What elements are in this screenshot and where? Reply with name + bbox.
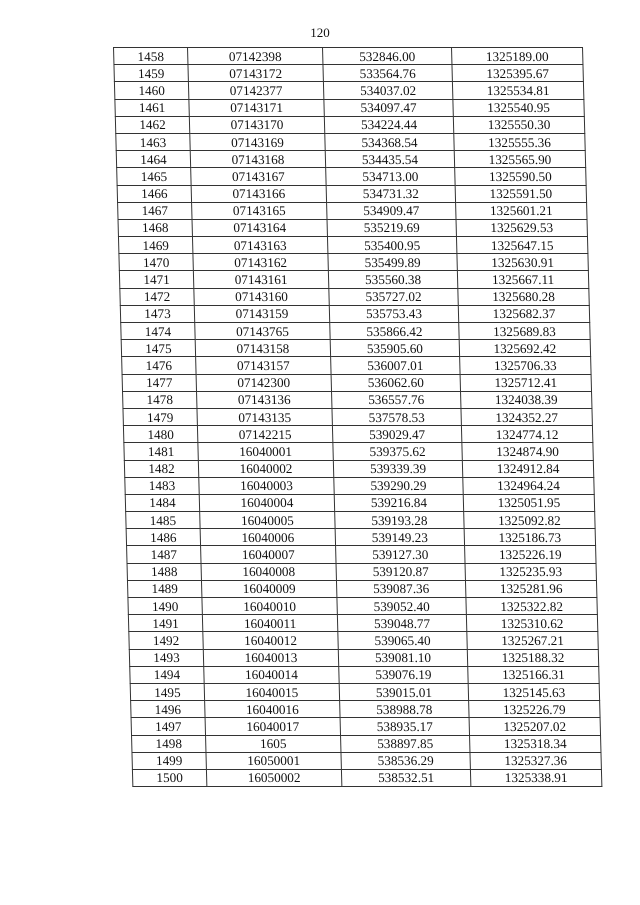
- table-row: [117, 168, 586, 185]
- table-row: [127, 563, 596, 580]
- table-row: [120, 288, 589, 305]
- y-coordinate-cell: 1325166.31: [468, 666, 599, 683]
- point-number-cell: 1472: [120, 288, 194, 305]
- point-id-cell: 07143158: [195, 340, 330, 357]
- table-row: [116, 133, 585, 150]
- table-row: [128, 598, 597, 615]
- y-coordinate-cell: 1325550.30: [453, 116, 584, 133]
- table-row: [114, 82, 583, 99]
- table-row: [123, 408, 592, 425]
- point-id-cell: 07143166: [191, 185, 326, 202]
- point-id-cell: 07143167: [191, 168, 326, 185]
- point-id-cell: 07143159: [194, 305, 329, 322]
- table-row: [124, 460, 593, 477]
- point-number-cell: 1498: [132, 735, 206, 752]
- point-id-cell: 07143136: [197, 391, 332, 408]
- point-number-cell: 1463: [116, 133, 190, 150]
- y-coordinate-cell: 1324964.24: [463, 477, 594, 494]
- x-coordinate-cell: 538532.51: [341, 769, 470, 786]
- x-coordinate-cell: 532846.00: [323, 48, 452, 65]
- x-coordinate-cell: 539015.01: [339, 683, 468, 700]
- table-row: [126, 512, 595, 529]
- y-coordinate-cell: 1325555.36: [454, 133, 585, 150]
- point-id-cell: 16050001: [206, 752, 341, 769]
- point-id-cell: 16040001: [198, 443, 333, 460]
- point-number-cell: 1464: [116, 151, 190, 168]
- x-coordinate-cell: 539029.47: [332, 426, 461, 443]
- y-coordinate-cell: 1325540.95: [453, 99, 584, 116]
- y-coordinate-cell: 1325092.82: [464, 512, 595, 529]
- point-id-cell: 16040002: [198, 460, 333, 477]
- y-coordinate-cell: 1325207.02: [469, 718, 600, 735]
- table-row: [132, 769, 601, 786]
- point-id-cell: 16040003: [199, 477, 334, 494]
- table-row: [115, 99, 584, 116]
- point-number-cell: 1478: [123, 391, 197, 408]
- y-coordinate-cell: 1325235.93: [465, 563, 596, 580]
- y-coordinate-cell: 1325226.19: [465, 546, 596, 563]
- point-id-cell: 07143171: [189, 99, 324, 116]
- y-coordinate-cell: 1325565.90: [454, 151, 585, 168]
- point-number-cell: 1497: [131, 718, 205, 735]
- y-coordinate-cell: 1324038.39: [461, 391, 592, 408]
- y-coordinate-cell: 1324874.90: [462, 443, 593, 460]
- point-id-cell: 16050002: [206, 769, 341, 786]
- point-id-cell: 07142215: [197, 426, 332, 443]
- point-number-cell: 1473: [120, 305, 194, 322]
- table-row: [117, 185, 586, 202]
- point-number-cell: 1491: [128, 615, 202, 632]
- y-coordinate-cell: 1325667.11: [457, 271, 588, 288]
- point-id-cell: 07142300: [196, 374, 331, 391]
- x-coordinate-cell: 539127.30: [336, 546, 465, 563]
- y-coordinate-cell: 1325189.00: [452, 48, 583, 65]
- table-row: [132, 735, 601, 752]
- table-row: [127, 546, 596, 563]
- point-number-cell: 1470: [119, 254, 193, 271]
- x-coordinate-cell: 539216.84: [334, 494, 463, 511]
- table-row: [125, 494, 594, 511]
- point-id-cell: 07143135: [197, 408, 332, 425]
- table-row: [129, 649, 598, 666]
- x-coordinate-cell: 535727.02: [329, 288, 458, 305]
- x-coordinate-cell: 539087.36: [336, 580, 465, 597]
- point-number-cell: 1482: [124, 460, 198, 477]
- table-row: [131, 701, 600, 718]
- y-coordinate-cell: 1324352.27: [461, 408, 592, 425]
- point-number-cell: 1485: [126, 512, 200, 529]
- y-coordinate-cell: 1325327.36: [470, 752, 601, 769]
- y-coordinate-cell: 1325267.21: [467, 632, 598, 649]
- point-id-cell: 16040007: [201, 546, 336, 563]
- table-row: [114, 65, 583, 82]
- point-id-cell: 16040010: [202, 598, 337, 615]
- point-id-cell: 16040009: [201, 580, 336, 597]
- table-row: [114, 48, 583, 65]
- point-number-cell: 1495: [130, 683, 204, 700]
- x-coordinate-cell: 535866.42: [330, 323, 459, 340]
- y-coordinate-cell: 1325680.28: [458, 288, 589, 305]
- x-coordinate-cell: 535499.89: [328, 254, 457, 271]
- x-coordinate-cell: 539193.28: [335, 512, 464, 529]
- table-row: [121, 323, 590, 340]
- x-coordinate-cell: 535905.60: [330, 340, 459, 357]
- point-id-cell: 07143168: [190, 151, 325, 168]
- point-number-cell: 1471: [119, 271, 193, 288]
- point-id-cell: 16040012: [203, 632, 338, 649]
- y-coordinate-cell: 1325281.96: [465, 580, 596, 597]
- y-coordinate-cell: 1325318.34: [470, 735, 601, 752]
- y-coordinate-cell: 1325590.50: [455, 168, 586, 185]
- x-coordinate-cell: 539339.39: [333, 460, 462, 477]
- table-row: [119, 271, 588, 288]
- point-number-cell: 1465: [117, 168, 191, 185]
- table-row: [121, 340, 590, 357]
- point-id-cell: 07143170: [189, 116, 324, 133]
- point-id-cell: 16040004: [199, 494, 334, 511]
- y-coordinate-cell: 1325601.21: [456, 202, 587, 219]
- x-coordinate-cell: 539081.10: [338, 649, 467, 666]
- point-number-cell: 1475: [121, 340, 195, 357]
- x-coordinate-cell: 535400.95: [327, 237, 456, 254]
- x-coordinate-cell: 538536.29: [341, 752, 470, 769]
- table-row: [122, 374, 591, 391]
- table-row: [132, 752, 601, 769]
- point-number-cell: 1460: [114, 82, 188, 99]
- x-coordinate-cell: 539052.40: [337, 598, 466, 615]
- point-number-cell: 1489: [127, 580, 201, 597]
- y-coordinate-cell: 1325395.67: [452, 65, 583, 82]
- y-coordinate-cell: 1325682.37: [458, 305, 589, 322]
- point-number-cell: 1461: [115, 99, 189, 116]
- y-coordinate-cell: 1325310.62: [466, 615, 597, 632]
- point-id-cell: 07143765: [195, 323, 330, 340]
- point-number-cell: 1492: [129, 632, 203, 649]
- table-row: [120, 305, 589, 322]
- y-coordinate-cell: 1325226.79: [469, 701, 600, 718]
- x-coordinate-cell: 534713.00: [326, 168, 455, 185]
- point-number-cell: 1468: [118, 219, 192, 236]
- table-row: [130, 666, 599, 683]
- y-coordinate-cell: 1325630.91: [457, 254, 588, 271]
- x-coordinate-cell: 539065.40: [338, 632, 467, 649]
- point-id-cell: 07143172: [188, 65, 323, 82]
- point-number-cell: 1462: [115, 116, 189, 133]
- table-row: [118, 219, 587, 236]
- point-id-cell: 16040011: [202, 615, 337, 632]
- table-row: [115, 116, 584, 133]
- table-row: [127, 580, 596, 597]
- y-coordinate-cell: 1325692.42: [459, 340, 590, 357]
- y-coordinate-cell: 1325629.53: [456, 219, 587, 236]
- point-number-cell: 1481: [124, 443, 198, 460]
- point-number-cell: 1496: [131, 701, 205, 718]
- x-coordinate-cell: 539120.87: [336, 563, 465, 580]
- point-number-cell: 1484: [125, 494, 199, 511]
- point-id-cell: 16040016: [205, 701, 340, 718]
- point-id-cell: 16040013: [203, 649, 338, 666]
- y-coordinate-cell: 1325188.32: [467, 649, 598, 666]
- point-number-cell: 1483: [125, 477, 199, 494]
- y-coordinate-cell: 1325322.82: [466, 598, 597, 615]
- point-id-cell: 16040014: [204, 666, 339, 683]
- x-coordinate-cell: 538935.17: [340, 718, 469, 735]
- table-row: [118, 237, 587, 254]
- point-id-cell: 07143162: [193, 254, 328, 271]
- table-row: [119, 254, 588, 271]
- table-row: [123, 391, 592, 408]
- table-row: [118, 202, 587, 219]
- y-coordinate-cell: 1325689.83: [459, 323, 590, 340]
- x-coordinate-cell: 537578.53: [332, 408, 461, 425]
- table-body: [114, 48, 602, 787]
- point-number-cell: 1480: [123, 426, 197, 443]
- point-number-cell: 1494: [130, 666, 204, 683]
- point-id-cell: 16040008: [201, 563, 336, 580]
- table-row: [128, 615, 597, 632]
- x-coordinate-cell: 538988.78: [340, 701, 469, 718]
- y-coordinate-cell: 1325591.50: [455, 185, 586, 202]
- point-number-cell: 1493: [129, 649, 203, 666]
- y-coordinate-cell: 1325706.33: [460, 357, 591, 374]
- point-number-cell: 1499: [132, 752, 206, 769]
- x-coordinate-cell: 536557.76: [332, 391, 461, 408]
- x-coordinate-cell: 534037.02: [323, 82, 452, 99]
- point-id-cell: 1605: [206, 735, 341, 752]
- point-id-cell: 16040017: [205, 718, 340, 735]
- x-coordinate-cell: 534435.54: [325, 151, 454, 168]
- y-coordinate-cell: 1325186.73: [464, 529, 595, 546]
- x-coordinate-cell: 534909.47: [327, 202, 456, 219]
- point-id-cell: 07143163: [192, 237, 327, 254]
- x-coordinate-cell: 534368.54: [325, 133, 454, 150]
- point-number-cell: 1477: [122, 374, 196, 391]
- point-number-cell: 1467: [118, 202, 192, 219]
- y-coordinate-cell: 1324774.12: [461, 426, 592, 443]
- point-number-cell: 1479: [123, 408, 197, 425]
- y-coordinate-cell: 1325145.63: [468, 683, 599, 700]
- x-coordinate-cell: 536062.60: [331, 374, 460, 391]
- x-coordinate-cell: 535753.43: [329, 305, 458, 322]
- coordinates-table: [113, 47, 602, 787]
- x-coordinate-cell: 539149.23: [335, 529, 464, 546]
- point-number-cell: 1458: [114, 48, 188, 65]
- point-id-cell: 07143169: [190, 133, 325, 150]
- table-row: [124, 443, 593, 460]
- point-number-cell: 1487: [127, 546, 201, 563]
- x-coordinate-cell: 535560.38: [328, 271, 457, 288]
- table-row: [122, 357, 591, 374]
- y-coordinate-cell: 1325712.41: [460, 374, 591, 391]
- page-number: 120: [310, 25, 330, 40]
- y-coordinate-cell: 1324912.84: [462, 460, 593, 477]
- point-id-cell: 16040005: [200, 512, 335, 529]
- y-coordinate-cell: 1325647.15: [456, 237, 587, 254]
- point-id-cell: 16040006: [200, 529, 335, 546]
- point-number-cell: 1474: [121, 323, 195, 340]
- point-id-cell: 07142398: [188, 48, 323, 65]
- point-id-cell: 07142377: [188, 82, 323, 99]
- table-row: [125, 477, 594, 494]
- table-row: [116, 151, 585, 168]
- point-id-cell: 07143164: [192, 219, 327, 236]
- y-coordinate-cell: 1325534.81: [452, 82, 583, 99]
- x-coordinate-cell: 539048.77: [337, 615, 466, 632]
- table-row: [129, 632, 598, 649]
- x-coordinate-cell: 539290.29: [334, 477, 463, 494]
- table-row: [130, 683, 599, 700]
- point-id-cell: 07143165: [192, 202, 327, 219]
- point-number-cell: 1500: [132, 769, 206, 786]
- y-coordinate-cell: 1325338.91: [470, 769, 601, 786]
- point-id-cell: 07143161: [193, 271, 328, 288]
- x-coordinate-cell: 534097.47: [324, 99, 453, 116]
- x-coordinate-cell: 533564.76: [323, 65, 452, 82]
- point-id-cell: 07143157: [196, 357, 331, 374]
- point-number-cell: 1488: [127, 563, 201, 580]
- x-coordinate-cell: 538897.85: [341, 735, 470, 752]
- point-number-cell: 1466: [117, 185, 191, 202]
- x-coordinate-cell: 536007.01: [331, 357, 460, 374]
- x-coordinate-cell: 539076.19: [339, 666, 468, 683]
- point-id-cell: 16040015: [204, 683, 339, 700]
- table-row: [131, 718, 600, 735]
- point-number-cell: 1459: [114, 65, 188, 82]
- table-row: [126, 529, 595, 546]
- x-coordinate-cell: 539375.62: [333, 443, 462, 460]
- point-number-cell: 1490: [128, 598, 202, 615]
- x-coordinate-cell: 534731.32: [326, 185, 455, 202]
- point-id-cell: 07143160: [194, 288, 329, 305]
- x-coordinate-cell: 535219.69: [327, 219, 456, 236]
- point-number-cell: 1476: [122, 357, 196, 374]
- point-number-cell: 1469: [118, 237, 192, 254]
- point-number-cell: 1486: [126, 529, 200, 546]
- table-row: [123, 426, 592, 443]
- y-coordinate-cell: 1325051.95: [463, 494, 594, 511]
- x-coordinate-cell: 534224.44: [324, 116, 453, 133]
